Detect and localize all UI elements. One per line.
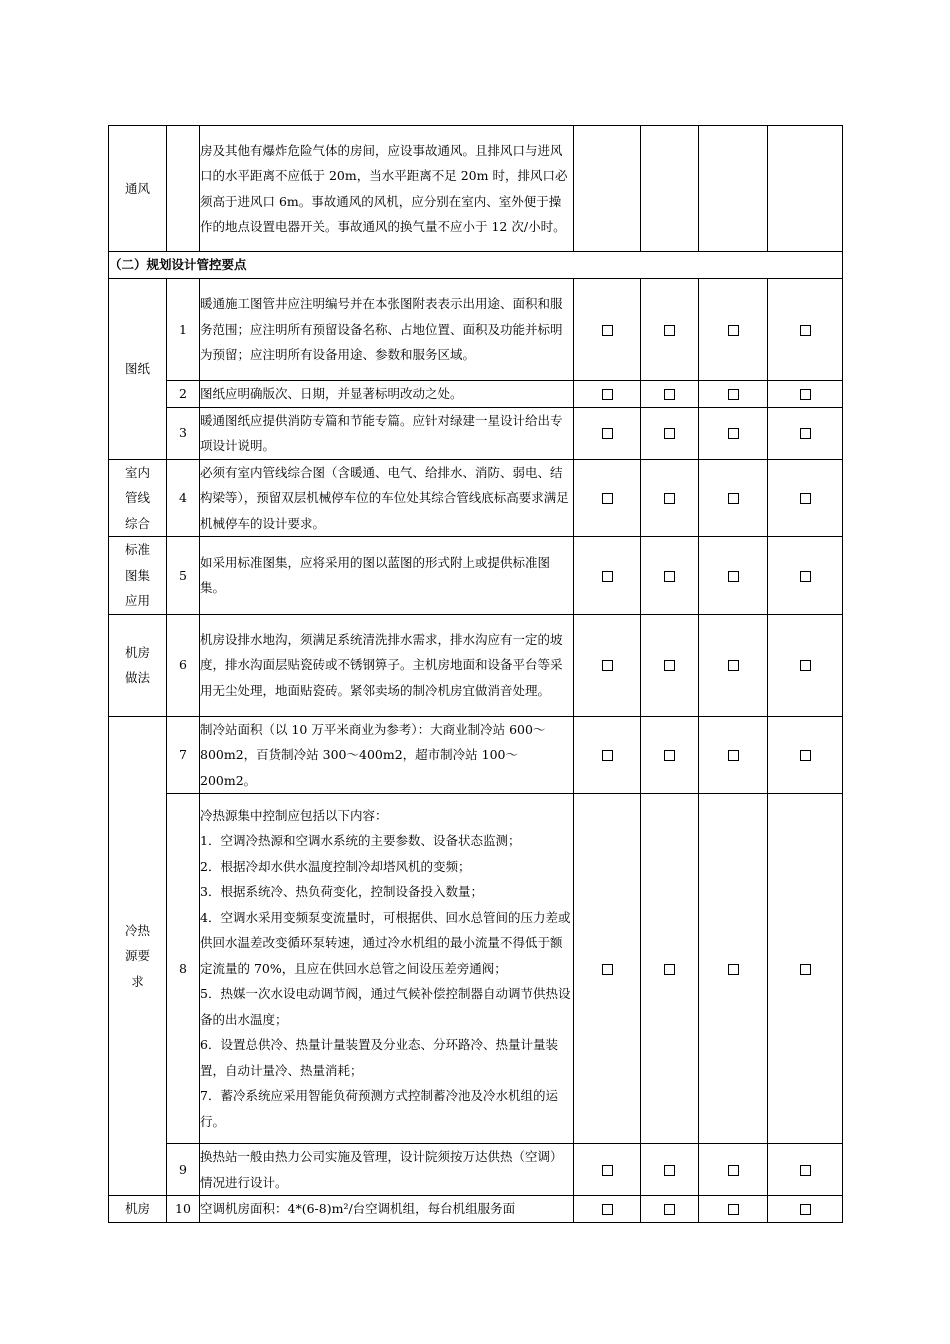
checkbox[interactable] [768,1196,843,1223]
checkbox-icon[interactable] [602,1204,613,1215]
checkbox[interactable] [699,279,768,381]
table-row [109,279,843,381]
checkbox-icon[interactable] [800,1204,811,1215]
item-text: 如采用标准图集，应将采用的图以蓝图的形式附上或提供标准图集。 [200,537,574,615]
item-text: 冷热源集中控制应包括以下内容： 1．空调冷热源和空调水系统的主要参数、设备状态监测； 2．根据冷却水供水温度控制冷却塔风机的变频； 3．根据系统冷、热负荷变化，控制设备投入数量； 4．空调水采用变频泵变流量时，可根据供、回水总管间的压力差或供回水温差改变循环泵转速，通过冷水机组的最小流量不得低于额定流量的 70%，且应在供回水总管之间设压差旁通阀； 5．热媒一次水设电动调节阀，通过气候补偿控制器自动调节供热设备的出水温度； 6．设置总供冷、热量计量装置及分业态、分环路冷、热量计量装置，自动计量冷、热量消耗； 7．蓄冷系统应采用智能负荷预测方式控制蓄冷池及冷水机组的运行。 [200,794,574,1144]
checkbox[interactable] [699,459,768,537]
checkbox[interactable] [768,381,843,408]
check-cell-empty [641,126,699,252]
checkbox-icon[interactable] [602,750,613,761]
checkbox-icon[interactable] [728,325,739,336]
checkbox[interactable] [768,279,843,381]
category-cell: 机房 做法 [109,614,167,716]
item-text: 空调机房面积：4*(6-8)m²/台空调机组，每台机组服务面 [200,1196,574,1223]
section-header-row [109,252,843,279]
checkbox-icon[interactable] [800,493,811,504]
table-row [109,407,843,459]
checkbox-icon[interactable] [664,325,675,336]
checkbox[interactable] [574,407,641,459]
item-text: 换热站一般由热力公司实施及管理，设计院须按万达供热（空调）情况进行设计。 [200,1144,574,1196]
category-cell: 标准 图集 应用 [109,537,167,615]
checkbox-icon[interactable] [728,964,739,975]
checkbox[interactable] [641,381,699,408]
category-cell: 通风 [109,126,167,252]
checkbox-icon[interactable] [728,389,739,400]
checkbox[interactable] [699,614,768,716]
checkbox-icon[interactable] [728,493,739,504]
checkbox[interactable] [699,716,768,794]
checkbox-icon[interactable] [664,750,675,761]
checkbox[interactable] [699,1144,768,1196]
checkbox-icon[interactable] [728,660,739,671]
checkbox[interactable] [768,614,843,716]
item-number: 3 [167,407,200,459]
category-cell: 图纸 [109,279,167,460]
checkbox-icon[interactable] [800,389,811,400]
table-row [109,614,843,716]
checkbox[interactable] [699,794,768,1144]
table-row [109,537,843,615]
category-cell: 机房 [109,1196,167,1223]
checkbox-icon[interactable] [800,325,811,336]
checkbox-icon[interactable] [728,750,739,761]
check-cell-empty [574,126,641,252]
checkbox-icon[interactable] [664,428,675,439]
category-cell: 冷热 源要 求 [109,716,167,1196]
checkbox-icon[interactable] [602,493,613,504]
checkbox[interactable] [641,716,699,794]
checkbox-icon[interactable] [602,325,613,336]
checkbox-icon[interactable] [800,1165,811,1176]
table-row [109,1196,843,1223]
item-number: 9 [167,1144,200,1196]
item-number: 5 [167,537,200,615]
check-cell-empty [699,126,768,252]
item-number: 4 [167,459,200,537]
section-title: （二）规划设计管控要点 [109,252,843,279]
checkbox[interactable] [574,537,641,615]
checkbox[interactable] [574,1196,641,1223]
checkbox[interactable] [574,1144,641,1196]
checkbox[interactable] [641,459,699,537]
item-text: 机房设排水地沟，须满足系统清洗排水需求，排水沟应有一定的坡度，排水沟面层贴瓷砖或不锈钢箅子。主机房地面和设备平台等采用无尘处理，地面贴瓷砖。紧邻卖场的制冷机房宜做消音处理。 [200,614,574,716]
checkbox-icon[interactable] [602,389,613,400]
checkbox[interactable] [768,537,843,615]
checkbox[interactable] [641,407,699,459]
checkbox-icon[interactable] [602,964,613,975]
table-row [109,126,843,252]
checkbox-icon[interactable] [728,1165,739,1176]
item-number: 1 [167,279,200,381]
checkbox[interactable] [768,716,843,794]
checkbox[interactable] [641,1196,699,1223]
item-text: 暖通施工图管井应注明编号并在本张图附表表示出用途、面积和服务范围；应注明所有预留设备名称、占地位置、面积及功能并标明为预留；应注明所有设备用途、参数和服务区域。 [200,279,574,381]
checkbox[interactable] [641,1144,699,1196]
checkbox-icon[interactable] [728,571,739,582]
checkbox-icon[interactable] [602,571,613,582]
item-text: 房及其他有爆炸危险气体的房间，应设事故通风。且排风口与进风口的水平距离不应低于 20m，当水平距离不足 20m 时，排风口必须高于进风口 6m。事故通风的风机，应分别在室内、室外便于操作的地点设置电器开关。事故通风的换气量不应小于 12 次/小时。 [200,126,574,252]
table-row [109,1144,843,1196]
checklist-table [108,125,843,1223]
checkbox-icon[interactable] [664,493,675,504]
checkbox[interactable] [768,407,843,459]
table-row [109,381,843,408]
checkbox-icon[interactable] [800,571,811,582]
item-number: 7 [167,716,200,794]
checkbox[interactable] [699,1196,768,1223]
item-text: 图纸应明确版次、日期，并显著标明改动之处。 [200,381,574,408]
item-text: 制冷站面积（以 10 万平米商业为参考）：大商业制冷站 600～800m2，百货制冷站 300～400m2，超市制冷站 100～200m2。 [200,716,574,794]
item-number: 10 [167,1196,200,1223]
item-text: 暖通图纸应提供消防专篇和节能专篇。应针对绿建一星设计给出专项设计说明。 [200,407,574,459]
checkbox[interactable] [574,381,641,408]
checkbox[interactable] [768,1144,843,1196]
table-row [109,459,843,537]
checkbox[interactable] [641,537,699,615]
checkbox[interactable] [574,614,641,716]
checkbox-icon[interactable] [800,428,811,439]
checkbox-icon[interactable] [664,389,675,400]
table-row [109,794,843,1144]
item-number: 6 [167,614,200,716]
checkbox[interactable] [574,279,641,381]
checkbox-icon[interactable] [800,964,811,975]
check-cell-empty [768,126,843,252]
checkbox-icon[interactable] [800,750,811,761]
checkbox-icon[interactable] [664,964,675,975]
item-number: 8 [167,794,200,1144]
item-number: 2 [167,381,200,408]
checkbox-icon[interactable] [602,428,613,439]
checkbox-icon[interactable] [800,660,811,671]
checkbox-icon[interactable] [602,660,613,671]
checkbox[interactable] [699,381,768,408]
item-number [167,126,200,252]
checkbox-icon[interactable] [728,428,739,439]
checkbox-icon[interactable] [664,1165,675,1176]
checkbox[interactable] [641,614,699,716]
checkbox-icon[interactable] [728,1204,739,1215]
checkbox[interactable] [768,794,843,1144]
checkbox-icon[interactable] [664,571,675,582]
checkbox[interactable] [574,716,641,794]
checkbox[interactable] [768,459,843,537]
checkbox[interactable] [699,407,768,459]
table-row [109,716,843,794]
category-cell: 室内 管线 综合 [109,459,167,537]
checkbox[interactable] [574,459,641,537]
checkbox-icon[interactable] [602,1165,613,1176]
checkbox[interactable] [574,794,641,1144]
checkbox-icon[interactable] [664,660,675,671]
checkbox[interactable] [641,794,699,1144]
checkbox[interactable] [699,537,768,615]
checkbox-icon[interactable] [664,1204,675,1215]
checkbox[interactable] [641,279,699,381]
item-text: 必须有室内管线综合图（含暖通、电气、给排水、消防、弱电、结构梁等），预留双层机械停车位的车位处其综合管线底标高要求满足机械停车的设计要求。 [200,459,574,537]
